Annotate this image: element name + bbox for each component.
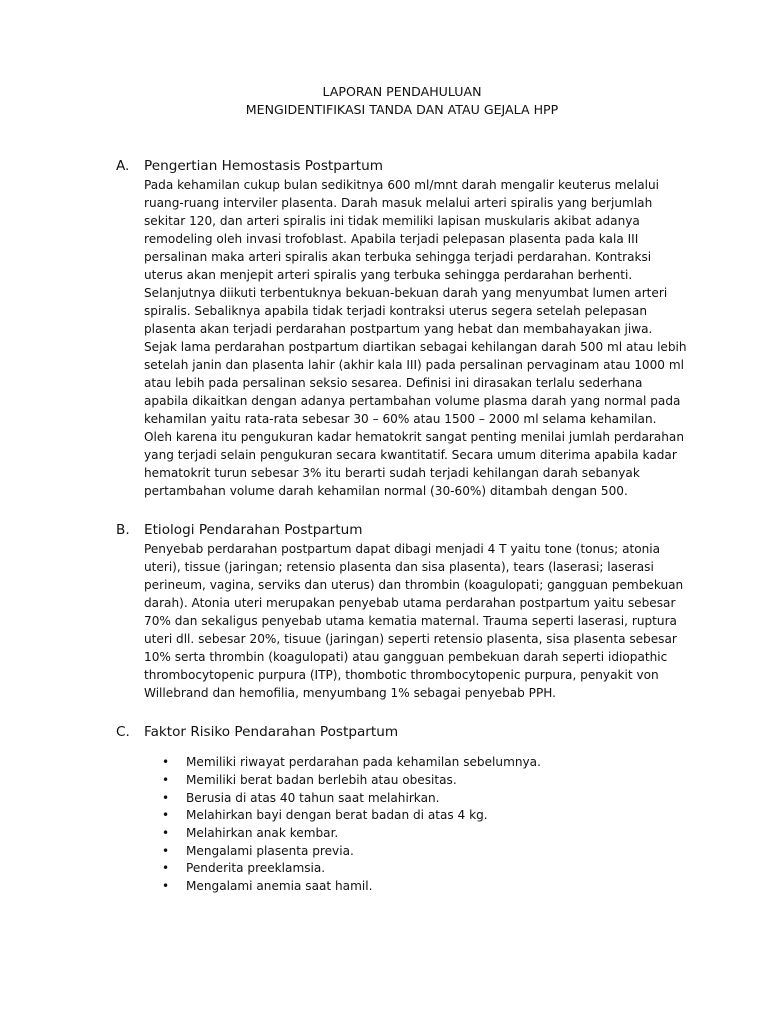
section-letter: A. bbox=[116, 158, 130, 174]
bullet-icon: • bbox=[162, 861, 170, 876]
list-item bbox=[144, 754, 688, 772]
section-body bbox=[144, 176, 688, 500]
section-heading bbox=[116, 157, 688, 176]
section-letter: C. bbox=[116, 724, 130, 740]
list-item-text: Memiliki riwayat perdarahan pada kehamilan sebelumnya. bbox=[186, 755, 541, 770]
list-item-text: Penderita preeklamsia. bbox=[186, 861, 326, 876]
bullet-icon: • bbox=[162, 843, 170, 858]
list-item bbox=[144, 843, 688, 861]
bullet-icon: • bbox=[162, 879, 170, 894]
list-item bbox=[144, 825, 688, 843]
risk-factor-list bbox=[144, 754, 688, 896]
section-c bbox=[116, 723, 688, 896]
title-line-1: LAPORAN PENDAHULUAN bbox=[322, 84, 482, 99]
section-body bbox=[144, 540, 688, 702]
bullet-icon: • bbox=[162, 772, 170, 787]
list-item-text: Berusia di atas 40 tahun saat melahirkan. bbox=[186, 790, 440, 805]
section-heading-text: Faktor Risiko Pendarahan Postpartum bbox=[144, 724, 399, 740]
section-letter: B. bbox=[116, 522, 130, 538]
title-line-2: MENGIDENTIFIKASI TANDA DAN ATAU GEJALA HPP bbox=[245, 102, 559, 117]
section-heading-text: Etiologi Pendarahan Postpartum bbox=[144, 522, 363, 538]
document-title bbox=[116, 83, 688, 119]
paragraph: Sejak lama perdarahan postpartum diartikan sebagai kehilangan darah 500 ml atau lebih setelah janin dan plasenta lahir (akhir kala III) pada persalinan pervaginam atau 1000 ml atau lebih pada persalinan seksio sesarea. Definisi ini dirasakan terlalu sederhana apabila dikaitkan dengan adanya pertambahan volume plasma darah yang normal pada kehamilan yaitu rata-rata sebesar 30 – 60% atau 1500 – 2000 ml selama kehamilan. Oleh karena itu pengukuran kadar hematokrit sangat penting menilai jumlah perdarahan yang terjadi selain pengukuran secara kwantitatif. Secara umum diterima apabila kadar hematokrit turun sebesar 3% itu berarti sudah terjadi kehilangan darah sebanyak pertambahan volume darah kehamilan normal (30-60%) ditambah dengan 500. bbox=[144, 340, 687, 498]
list-item-text: Melahirkan bayi dengan berat badan di atas 4 kg. bbox=[186, 808, 488, 823]
section-b bbox=[116, 521, 688, 702]
list-item-text: Mengalami plasenta previa. bbox=[186, 843, 354, 858]
section-heading bbox=[116, 723, 688, 742]
list-item-text: Memiliki berat badan berlebih atau obesitas. bbox=[186, 772, 457, 787]
bullet-icon: • bbox=[162, 808, 170, 823]
bullet-icon: • bbox=[162, 790, 170, 805]
paragraph: Penyebab perdarahan postpartum dapat dibagi menjadi 4 T yaitu tone (tonus; atonia uteri), tissue (jaringan; retensio plasenta dan sisa plasenta), tears (laserasi; laserasi perineum, vagina, serviks dan uterus) dan thrombin (koagulopati; gangguan pembekuan darah). Atonia uteri merupakan penyebab utama perdarahan postpartum yaitu sebesar 70% dan sekaligus penyebab utama kematia maternal. Trauma seperti laserasi, ruptura uteri dll. sebesar 20%, tisuue (jaringan) seperti retensio plasenta, sisa plasenta sebesar 10% serta thrombin (koagulopati) atau gangguan pembekuan darah seperti idiopathic thrombocytopenic purpura (ITP), thombotic thrombocytopenic purpura, penyakit von Willebrand dan hemofilia, menyumbang 1% sebagai penyebab PPH. bbox=[144, 542, 684, 700]
paragraph: Pada kehamilan cukup bulan sedikitnya 600 ml/mnt darah mengalir keuterus melalui ruang-ruang interviler plasenta. Darah masuk melalui arteri spiralis yang berjumlah sekitar 120, dan arteri spiralis ini tidak memiliki lapisan muskularis akibat adanya remodeling oleh invasi trofoblast. Apabila terjadi pelepasan plasenta pada kala III persalinan maka arteri spiralis akan terbuka sehingga terjadi perdarahan. Kontraksi uterus akan menjepit arteri spiralis yang terbuka sehingga perdarahan berhenti. Selanjutnya diikuti terbentuknya bekuan-bekuan darah yang menyumbat lumen arteri spiralis. Sebaliknya apabila tidak terjadi kontraksi uterus segera setelah pelepasan plasenta akan terjadi perdarahan postpartum yang hebat dan membahayakan jiwa. bbox=[144, 178, 668, 336]
list-item bbox=[144, 772, 688, 790]
list-item bbox=[144, 807, 688, 825]
bullet-icon: • bbox=[162, 825, 170, 840]
list-item bbox=[144, 790, 688, 808]
section-a bbox=[116, 157, 688, 500]
list-item bbox=[144, 878, 688, 896]
list-item-text: Melahirkan anak kembar. bbox=[186, 825, 339, 840]
section-heading-text: Pengertian Hemostasis Postpartum bbox=[144, 158, 383, 174]
list-item-text: Mengalami anemia saat hamil. bbox=[186, 879, 373, 894]
list-item bbox=[144, 860, 688, 878]
section-heading bbox=[116, 521, 688, 540]
bullet-icon: • bbox=[162, 755, 170, 770]
